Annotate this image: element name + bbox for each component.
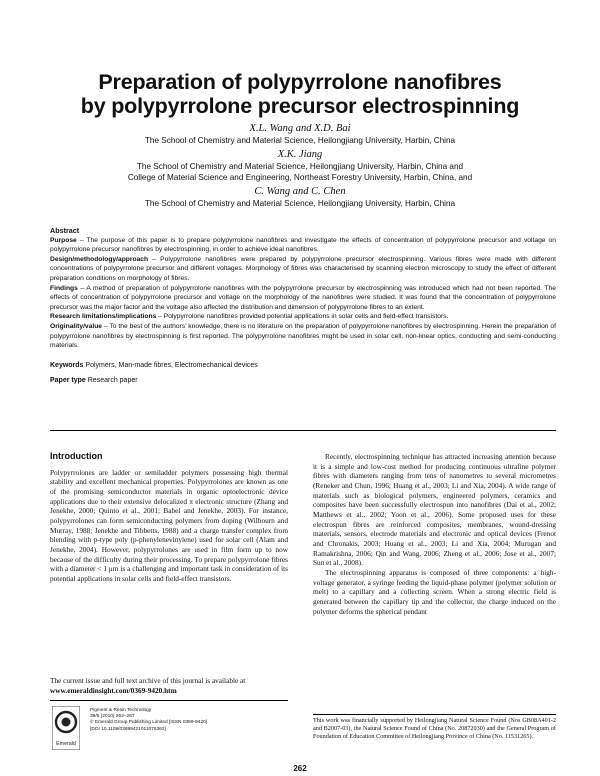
paper-type-text: Research paper — [87, 377, 138, 384]
keywords — [50, 362, 556, 369]
paper-type — [50, 377, 556, 384]
author-affiliation: The School of Chemistry and Material Science, Heilongjiang University, Harbin, China — [144, 136, 456, 145]
introduction-heading: Introduction — [50, 451, 103, 461]
keywords-block — [50, 362, 556, 392]
page-number: 262 — [293, 764, 307, 773]
author-names: C. Wang and C. Chen — [254, 186, 346, 197]
author-list — [40, 122, 560, 211]
abstract-text: – Polypyrrolone nanofibres were prepared by polypyrrolone precursor electrospinning. Various fibres were made with different concentrations of polypyrrolone precursor and different voltages. Morphology of fibres was characterised by scanning electron microscopy to study the effect of different preparation conditions on morphology of fibres. — [50, 255, 556, 282]
abstract-originality — [50, 322, 556, 351]
introduction-paragraph: Polypyrrolones are ladder or semiladder polymers possessing high thermal stability and excellent mechanical properties. Polypyrrolones are known as one of the promising semiconductor materials in organic optoelectronic device applications due to their extensive delocalized π electronic structure (Zhang and Jenekhe, 2000; Quinto et al., 2001; Babel and Jenekhe, 2003). For instance, polypyrrolones can form semiconducting polymers from doping (Wilbourn and Murray, 1988; Jenekhe and Tibbetts, 1988) and a charge transfer complex from blending with p-type poly (p-phenylenevinylene) used for solar cell (Alam and Jenekhe, 2004). However, polypyrrolones are used in film form up to now because of the difficulty during their processing. To prepare polypyrrolone fibres with a diameter < 1 μm is a challenging and important task in consideration of its potential applications in solar cells and field-effect transistors. — [50, 467, 288, 583]
access-note — [50, 676, 288, 695]
access-note-text: The current issue and full text archive of this journal is available at — [50, 676, 246, 685]
doi-info: [DOI 10.1108/03699421011076362] — [90, 726, 166, 732]
author-affiliation: The School of Chemistry and Material Science, Heilongjiang University, Harbin, China — [144, 199, 456, 208]
abstract — [50, 226, 556, 351]
abstract-findings — [50, 284, 556, 313]
access-url-link[interactable]: www.emeraldinsight.com/0369-9420.htm — [50, 685, 177, 695]
access-divider — [50, 700, 288, 701]
body-paragraph-1: Recently, electrospinning technique has attracted increasing attention because it is a simple and low-cost method for producing continuous ultrafine polymer fibres with diameters ranging from tens of nanometres to several micrometres (Reneker and Chun, 1996; Huang et al., 2003; Li and Xia, 2004). A wide range of materials such as biological polymers, engineered polymers, ceramics and composites have been successfully electrospun into nanofibres (Dai et al., 2002; Matthews et al., 2002; Yoon et al., 2006). Some proposed uses for these electrospun fibres are reinforced composites, membranes, wound-dressing materials, sensors, electrode materials and electronic and optical devices (Frenot and Chronakis, 2003; Huang et al., 2003; Li and Xia, 2004; Murugan and Ramakrishna, 2006; Qin and Wang, 2006; Zheng et al., 2006; Jose et al., 2007; Sun et al., 2008). — [313, 452, 556, 568]
author-affiliation: College of Material Science and Engineering, Northeast Forestry University, Harbin, China, and — [127, 173, 473, 182]
publication-info — [90, 708, 290, 733]
author-names: X.L. Wang and X.D. Bai — [249, 123, 351, 134]
paper-title — [40, 70, 560, 118]
abstract-label: Purpose — [50, 236, 77, 244]
section-divider — [50, 430, 556, 431]
title-line-2: by polypyrrolone precursor electrospinning — [80, 94, 520, 118]
abstract-design — [50, 255, 556, 284]
emerald-logo — [52, 706, 80, 750]
abstract-text: – To the best of the authors’ knowledge, there is no literature on the preparation of polypyrrolone nanofibres by electrospinning. Herein the preparation of polypyrrolone nanofibres by electrospinning is first reported. The polypyrrolone nanofibres might be used in solar cell, non-linear optics, conducting and semi-conducting materials. — [50, 322, 556, 350]
right-column — [313, 452, 556, 616]
keywords-label: Keywords — [50, 362, 84, 369]
author-names: X.K. Jiang — [277, 149, 323, 160]
abstract-label: Originality/value — [50, 322, 103, 330]
abstract-label: Findings — [50, 284, 78, 292]
copyright-info: © Emerald Group Publishing Limited [ISSN 0369-9420] — [90, 720, 208, 726]
footnote-divider — [313, 714, 556, 715]
author-group-3 — [40, 185, 560, 209]
abstract-heading: Abstract — [50, 226, 80, 235]
body-paragraph-2: The electrospinning apparatus is composed of three components: a high-voltage generator, a syringe feeding the liquid-phase polymer (polymer solution or melt) to a capillary and a collecting screen. When a strong electric field is generated between the capillary tip and the collector, the charge induced on the polymer deforms the spherical pendant — [313, 567, 556, 616]
author-group-1 — [40, 122, 560, 146]
abstract-purpose — [50, 236, 556, 255]
title-line-1: Preparation of polypyrrolone nanofibres — [98, 70, 502, 94]
journal-name: Pigment & Resin Technology — [90, 708, 152, 713]
abstract-text: – A method of preparation of polypyrrolone nanofibres with the polypyrrolone precursor by electrospinning was introduced which had not been reported. The effects of concentration of polypyrrolone precursor and voltage on the morphology of the nanofibres were studied. It was found that the concentration of polypyrrolone precursor was the major factor and the voltage also affected the distribution and dimension of polypyrrolone fibres to an extent. — [50, 284, 556, 311]
paper-type-label: Paper type — [50, 377, 86, 384]
abstract-label: Design/methodology/approach — [50, 255, 149, 263]
abstract-text: – Polypyrrolone nanofibres provided potential applications in solar cells and field-effect transistors. — [156, 313, 449, 321]
logo-label: Emerald — [56, 741, 76, 747]
funding-footnote: This work was financially supported by Heilongjiang Natural Science Found (Nos GB08A401-2 and B2007-03), the Natural Science Found of China (No. 20872030) and the General Program of Foundation of Education Committee of Heilongjiang Province of China (No. 11531265). — [313, 717, 556, 741]
author-group-2 — [40, 148, 560, 183]
left-column — [50, 452, 288, 584]
abstract-label: Research limitations/implications — [50, 313, 157, 321]
abstract-text: – The purpose of this paper is to prepare polypyrrolone nanofibres and investigate the effects of concentration of polypyrrolone precursor and voltage on polypyrrolone precursor nanofibres by electrospinning, in order to achieve ideal nanofibres. — [50, 236, 556, 254]
abstract-limitations — [50, 312, 556, 322]
author-affiliation: The School of Chemistry and Material Science, Heilongjiang University, Harbin, China and — [136, 162, 464, 171]
volume-info: 39/5 (2010) 262–267 — [90, 714, 135, 720]
keywords-text: Polymers, Man-made fibres, Electromechanical devices — [85, 362, 258, 369]
